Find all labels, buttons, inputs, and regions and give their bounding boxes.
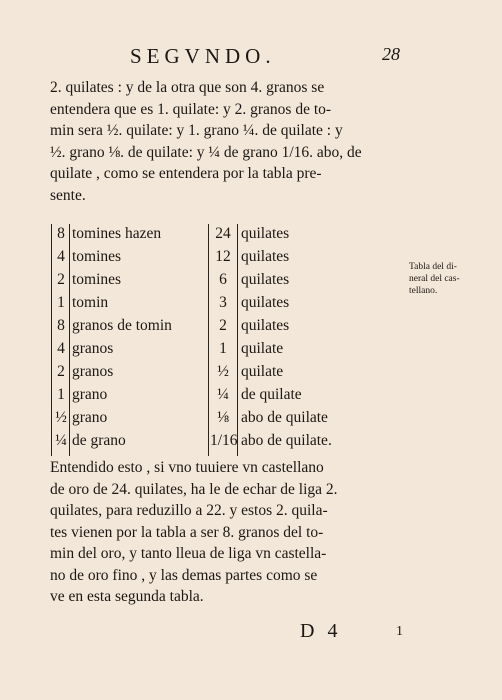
row-quantity: 2 [57,363,65,380]
row-result: quilates [241,317,290,334]
row-unit: de grano [72,432,126,449]
margin-note-line: neral del cas- [409,274,460,284]
text-line: de oro de 24. quilates, ha le de echar de liga 2. [50,480,338,498]
table-row [50,268,370,291]
row-unit: tomines [72,271,122,288]
row-result: abo de quilate [241,409,328,426]
text-line: ½. grano ⅛. de quilate: y ¼ de grano 1/16. abo, de [50,143,362,161]
running-head [0,44,502,70]
table-row [50,406,370,429]
row-result: quilate [241,363,284,380]
row-value: 1/16 [210,432,238,449]
row-unit: grano [72,409,108,426]
table-row [50,314,370,337]
table-row [50,291,370,314]
signature-extra: 1 [396,624,403,639]
row-quantity: 4 [57,340,65,357]
row-quantity: 4 [57,248,65,265]
row-value: ¼ [217,386,229,403]
row-quantity: 8 [57,317,65,334]
row-value: 1 [219,340,227,357]
table-row [50,429,370,452]
row-result: abo de quilate. [241,432,332,449]
table-row [50,222,370,245]
row-quantity: 1 [57,294,65,311]
row-quantity: 2 [57,271,65,288]
page-number: 28 [382,44,400,64]
row-unit: tomin [72,294,109,311]
text-line: ve en esta segunda tabla. [50,588,204,605]
text-line: entendera que es 1. quilate: y 2. granos de to- [50,100,332,118]
row-value: 3 [219,294,227,311]
text-line: min del oro, y tanto lleua de liga vn castella- [50,545,327,562]
row-value: 12 [215,248,231,265]
row-result: quilates [241,294,290,311]
row-quantity: 1 [57,386,65,403]
row-result: de quilate [241,386,302,403]
text-line: no de oro fino , y las demas partes como se [50,566,318,584]
row-value: 24 [215,225,231,242]
text-line: 2. quilates : y de la otra que son 4. granos se [50,79,325,96]
intro-paragraph [50,77,410,206]
row-quantity: 8 [57,225,65,242]
table-row [50,360,370,383]
row-unit: granos de tomin [72,317,172,334]
row-result: quilates [241,225,290,242]
table-row [50,383,370,406]
row-unit: granos [72,340,114,357]
row-value: ⅛ [217,409,229,426]
signature-mark: D 4 [300,620,342,642]
text-line: tes vienen por la tabla a ser 8. granos del to- [50,523,324,541]
text-line: Entendido esto , si vno tuuiere vn castellano [50,459,324,476]
running-head-title: SEGVNDO. [130,44,276,68]
row-value: 2 [219,317,227,334]
row-result: quilates [241,248,290,265]
margin-note [409,261,495,297]
row-result: quilates [241,271,290,288]
row-result: quilate [241,340,284,357]
row-unit: tomines [72,248,122,265]
conversion-table [50,222,370,458]
table-row [50,337,370,360]
text-line: min sera ½. quilate: y 1. grano ¼. de quilate : y [50,122,343,139]
row-quantity: ½ [55,409,67,426]
margin-note-line: tellano. [409,286,438,296]
text-line: sente. [50,186,86,204]
table-row [50,245,370,268]
text-line: quilate , como se entendera por la tabla pre- [50,165,322,182]
closing-paragraph [50,457,410,608]
row-value: 6 [219,271,227,288]
row-unit: granos [72,363,114,380]
text-line: quilates, para reduzillo a 22. y estos 2. quila- [50,502,328,519]
margin-note-line: Tabla del di- [409,262,457,272]
row-unit: grano [72,386,108,403]
row-quantity: ¼ [55,432,67,449]
row-value: ½ [217,363,229,380]
row-unit: tomines hazen [72,225,162,242]
